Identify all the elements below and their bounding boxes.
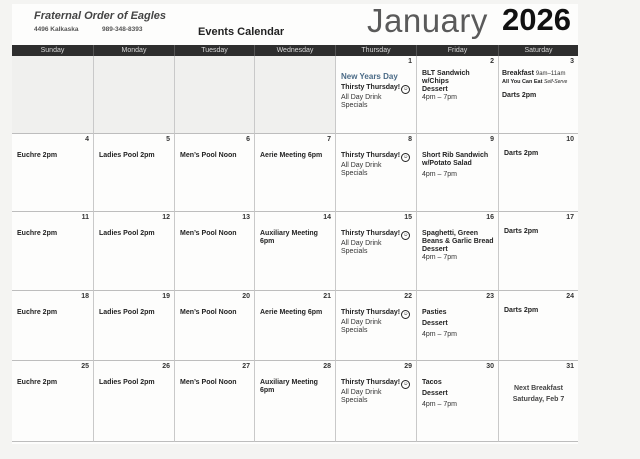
day-cell-14: [255, 212, 336, 291]
day-event: Darts 2pm: [504, 150, 539, 157]
month-title: January: [367, 2, 488, 39]
day-cell-22: [336, 291, 417, 361]
next-breakfast-label: Next Breakfast: [513, 385, 564, 392]
weekday-sunday: Sunday: [12, 45, 94, 56]
day-event: Aerie Meeting 6pm: [260, 152, 323, 159]
breakfast-label: Breakfast: [502, 70, 534, 77]
darts-event: Darts 2pm: [502, 92, 537, 99]
dinner-time: 4pm – 7pm: [422, 331, 458, 338]
day-event: Auxiliary Meeting 6pm: [260, 230, 318, 245]
day-events: [341, 230, 412, 256]
day-event: Men’s Pool Noon: [180, 230, 237, 237]
day-event: Ladies Pool 2pm: [99, 230, 155, 237]
thirsty-thursday-label: Thirsty Thursday!: [341, 84, 401, 91]
day-cell-26: [94, 361, 175, 442]
day-events: [503, 385, 574, 404]
drink-specials-line1: All Day Drink: [341, 319, 382, 326]
day-cell-17: [499, 212, 578, 291]
empty-cell: [255, 56, 336, 134]
day-number: 8: [408, 136, 412, 143]
weekday-thursday: Thursday: [336, 45, 417, 56]
thirsty-thursday-label: Thirsty Thursday!: [341, 230, 401, 237]
day-cell-13: [175, 212, 255, 291]
day-number: 18: [81, 293, 89, 300]
day-event: Ladies Pool 2pm: [99, 309, 155, 316]
day-cell-2: [417, 56, 499, 134]
drink-specials-line2: Specials: [341, 327, 368, 334]
day-number: 10: [566, 136, 574, 143]
day-number: 19: [162, 293, 170, 300]
smiley-icon: ☺: [403, 86, 409, 92]
dessert-label: Dessert: [422, 390, 448, 397]
day-cell-31: [499, 361, 578, 442]
self-serve-label: Self-Serve: [543, 79, 568, 85]
day-number: 5: [166, 136, 170, 143]
day-event: Ladies Pool 2pm: [99, 152, 155, 159]
calendar-week: [12, 56, 578, 134]
day-cell-5: [94, 134, 175, 212]
dinner-title: Tacos: [422, 379, 442, 386]
thirsty-thursday-label: Thirsty Thursday!: [341, 309, 401, 316]
day-events: [422, 309, 494, 339]
next-breakfast-date: Saturday, Feb 7: [512, 396, 565, 403]
day-events: [422, 70, 494, 102]
day-event: Euchre 2pm: [17, 230, 58, 237]
day-number: 6: [246, 136, 250, 143]
calendar-week: [12, 134, 578, 212]
day-cell-1: [336, 56, 417, 134]
day-event: Euchre 2pm: [17, 309, 58, 316]
thirsty-thursday-label: Thirsty Thursday!: [341, 379, 401, 386]
day-events: [341, 379, 412, 405]
empty-cell: [12, 56, 94, 134]
day-number: 21: [323, 293, 331, 300]
day-number: 14: [323, 214, 331, 221]
day-number: 13: [242, 214, 250, 221]
day-cell-9: [417, 134, 499, 212]
day-event: Darts 2pm: [504, 228, 539, 235]
dinner-time: 4pm – 7pm: [422, 401, 458, 408]
day-events: [422, 379, 494, 409]
day-number: 2: [490, 58, 494, 65]
dessert-label: Dessert: [422, 320, 448, 327]
day-number: 15: [404, 214, 412, 221]
empty-cell: [94, 56, 175, 134]
day-number: 31: [566, 363, 574, 370]
day-event: Euchre 2pm: [17, 152, 58, 159]
day-events: [341, 309, 412, 335]
smiley-icon: ☺: [403, 381, 409, 387]
org-name: Fraternal Order of Eagles: [34, 10, 167, 22]
smiley-icon: ☺: [403, 232, 409, 238]
day-cell-28: [255, 361, 336, 442]
day-cell-27: [175, 361, 255, 442]
day-events: [341, 73, 412, 110]
drink-specials-line1: All Day Drink: [341, 94, 382, 101]
day-event: Ladies Pool 2pm: [99, 379, 155, 386]
holiday-label: New Years Day: [341, 72, 398, 81]
org-phone: 989-348-8393: [102, 26, 143, 33]
day-number: 9: [490, 136, 494, 143]
dinner-time: 4pm – 7pm: [422, 171, 458, 178]
day-cell-7: [255, 134, 336, 212]
thirsty-thursday-title: [341, 309, 412, 319]
day-events: [341, 152, 412, 178]
day-cell-20: [175, 291, 255, 361]
day-number: 3: [570, 58, 574, 65]
smiley-icon: ☺: [403, 311, 409, 317]
day-events: [502, 70, 574, 100]
day-cell-18: [12, 291, 94, 361]
day-cell-30: [417, 361, 499, 442]
drink-specials-line2: Specials: [341, 170, 368, 177]
day-event: Auxiliary Meeting 6pm: [260, 379, 318, 394]
day-cell-21: [255, 291, 336, 361]
calendar-grid: [12, 56, 578, 442]
thirsty-thursday-title: [341, 230, 412, 240]
day-number: 16: [486, 214, 494, 221]
day-events: [422, 152, 494, 179]
weekday-header: [12, 45, 578, 56]
day-event: Men’s Pool Noon: [180, 379, 237, 386]
smiley-icon: ☺: [403, 154, 409, 160]
day-cell-23: [417, 291, 499, 361]
day-event: Darts 2pm: [504, 307, 539, 314]
day-event: Euchre 2pm: [17, 379, 58, 386]
day-events: [422, 230, 494, 262]
calendar-week: [12, 291, 578, 361]
drink-specials-line1: All Day Drink: [341, 389, 382, 396]
dinner-title: Short Rib Sandwich w/Potato Salad: [422, 152, 489, 167]
dinner-title: Pasties: [422, 309, 447, 316]
drink-specials-line2: Specials: [341, 397, 368, 404]
weekday-tuesday: Tuesday: [175, 45, 255, 56]
weekday-wednesday: Wednesday: [255, 45, 336, 56]
dinner-title: BLT Sandwich w/Chips: [422, 70, 470, 85]
thirsty-thursday-title: [341, 152, 412, 162]
day-event: Men’s Pool Noon: [180, 309, 237, 316]
drink-specials-line2: Specials: [341, 248, 368, 255]
day-cell-11: [12, 212, 94, 291]
day-number: 29: [404, 363, 412, 370]
day-number: 7: [327, 136, 331, 143]
day-cell-3: [499, 56, 578, 134]
thirsty-thursday-title: [341, 84, 412, 94]
day-number: 11: [81, 214, 89, 221]
weekday-monday: Monday: [94, 45, 175, 56]
day-event: Aerie Meeting 6pm: [260, 309, 323, 316]
events-calendar-title: Events Calendar: [198, 26, 285, 38]
drink-specials-line1: All Day Drink: [341, 162, 382, 169]
dinner-time: 4pm – 7pm: [422, 254, 458, 261]
thirsty-thursday-title: [341, 379, 412, 389]
dinner-title: Spaghetti, Green Beans & Garlic Bread: [422, 230, 494, 245]
day-number: 23: [486, 293, 494, 300]
day-cell-10: [499, 134, 578, 212]
day-cell-19: [94, 291, 175, 361]
day-cell-16: [417, 212, 499, 291]
calendar-week: [12, 361, 578, 442]
dinner-time: 4pm – 7pm: [422, 94, 458, 101]
breakfast-subtitle: All You Can Eat: [502, 79, 543, 85]
calendar-week: [12, 212, 578, 291]
day-number: 20: [242, 293, 250, 300]
day-cell-4: [12, 134, 94, 212]
org-address: 4496 Kalkaska: [34, 26, 79, 33]
day-number: 17: [566, 214, 574, 221]
drink-specials-line1: All Day Drink: [341, 240, 382, 247]
day-cell-29: [336, 361, 417, 442]
day-number: 12: [162, 214, 170, 221]
day-cell-6: [175, 134, 255, 212]
calendar-page: [12, 4, 578, 444]
day-cell-8: [336, 134, 417, 212]
day-cell-12: [94, 212, 175, 291]
dessert-label: Dessert: [422, 246, 448, 253]
day-number: 26: [162, 363, 170, 370]
day-number: 22: [404, 293, 412, 300]
day-event: Men’s Pool Noon: [180, 152, 237, 159]
day-number: 28: [323, 363, 331, 370]
day-number: 24: [566, 293, 574, 300]
day-cell-25: [12, 361, 94, 442]
day-number: 1: [408, 58, 412, 65]
weekday-saturday: Saturday: [524, 47, 553, 54]
drink-specials-line2: Specials: [341, 102, 368, 109]
empty-cell: [175, 56, 255, 134]
dessert-label: Dessert: [422, 86, 448, 93]
day-cell-15: [336, 212, 417, 291]
day-cell-24: [499, 291, 578, 361]
breakfast-time: 9am–11am: [535, 71, 566, 77]
day-number: 4: [85, 136, 89, 143]
day-number: 27: [242, 363, 250, 370]
day-number: 25: [81, 363, 89, 370]
thirsty-thursday-label: Thirsty Thursday!: [341, 152, 401, 159]
weekday-friday: Friday: [417, 45, 499, 56]
day-number: 30: [486, 363, 494, 370]
year-title: 2026: [502, 2, 571, 37]
